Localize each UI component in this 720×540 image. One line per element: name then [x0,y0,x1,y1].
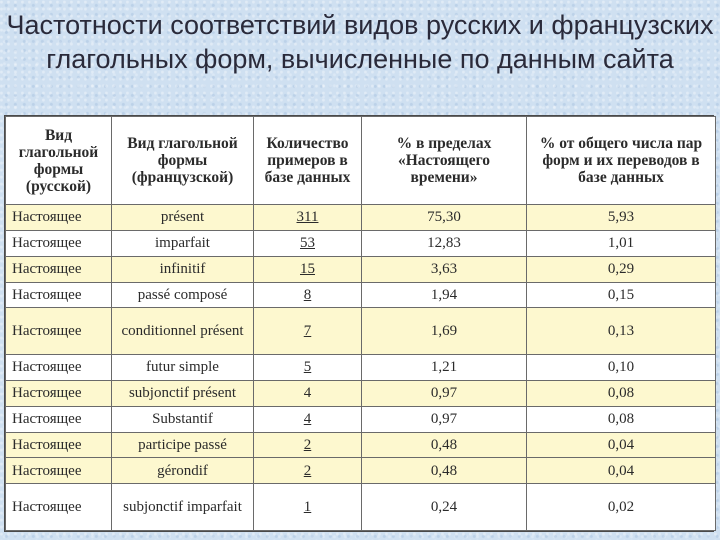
cell-count: 15 [254,256,362,282]
cell-percent-total: 0,13 [527,308,716,355]
cell-percent-present: 0,97 [362,380,527,406]
header-french-form: Вид глагольной формы (французской) [112,117,254,205]
cell-french-form: Substantif [112,406,254,432]
cell-percent-present: 1,69 [362,308,527,355]
cell-count: 2 [254,458,362,484]
cell-percent-present: 0,48 [362,458,527,484]
table-row [6,308,716,355]
cell-count: 7 [254,308,362,355]
table-row [6,380,716,406]
cell-count: 53 [254,230,362,256]
table-row [6,230,716,256]
cell-percent-present: 3,63 [362,256,527,282]
cell-russian-form: Настоящее [6,355,112,381]
cell-percent-present: 0,97 [362,406,527,432]
cell-percent-total: 0,10 [527,355,716,381]
cell-count: 4 [254,380,362,406]
cell-french-form: gérondif [112,458,254,484]
cell-russian-form: Настоящее [6,256,112,282]
table-row [6,205,716,231]
cell-percent-total: 0,04 [527,432,716,458]
cell-russian-form: Настоящее [6,230,112,256]
cell-russian-form: Настоящее [6,205,112,231]
cell-percent-present: 12,83 [362,230,527,256]
table-row [6,458,716,484]
cell-count: 4 [254,406,362,432]
table-row [6,484,716,531]
header-percent-total: % от общего числа пар форм и их переводов в базе данных [527,117,716,205]
cell-french-form: futur simple [112,355,254,381]
cell-russian-form: Настоящее [6,484,112,531]
cell-russian-form: Настоящее [6,406,112,432]
table-row [6,406,716,432]
cell-percent-total: 5,93 [527,205,716,231]
cell-russian-form: Настоящее [6,308,112,355]
cell-percent-total: 0,04 [527,458,716,484]
cell-percent-present: 1,21 [362,355,527,381]
table-header-row [6,117,716,205]
table-row [6,282,716,308]
cell-percent-total: 0,29 [527,256,716,282]
cell-percent-present: 0,48 [362,432,527,458]
header-example-count: Количество примеров в базе данных [254,117,362,205]
cell-percent-total: 0,02 [527,484,716,531]
header-percent-present: % в пределах «Настоящего времени» [362,117,527,205]
cell-count: 2 [254,432,362,458]
table-row [6,256,716,282]
cell-russian-form: Настоящее [6,282,112,308]
cell-french-form: imparfait [112,230,254,256]
cell-percent-total: 0,15 [527,282,716,308]
table-row [6,432,716,458]
cell-count: 311 [254,205,362,231]
cell-french-form: passé composé [112,282,254,308]
slide-title: Частотности соответствий видов русских и французских глагольных форм, вычисленные по данным сайта [6,10,714,74]
cell-french-form: subjonctif imparfait [112,484,254,531]
cell-french-form: infinitif [112,256,254,282]
cell-percent-present: 1,94 [362,282,527,308]
cell-russian-form: Настоящее [6,380,112,406]
cell-french-form: subjonctif présent [112,380,254,406]
cell-russian-form: Настоящее [6,458,112,484]
cell-percent-present: 0,24 [362,484,527,531]
cell-french-form: présent [112,205,254,231]
cell-count: 5 [254,355,362,381]
table-row [6,355,716,381]
cell-count: 8 [254,282,362,308]
cell-russian-form: Настоящее [6,432,112,458]
cell-french-form: participe passé [112,432,254,458]
frequency-table [4,115,714,532]
cell-count: 1 [254,484,362,531]
cell-french-form: conditionnel présent [112,308,254,355]
cell-percent-total: 1,01 [527,230,716,256]
header-russian-form: Вид глагольной формы (русской) [6,117,112,205]
cell-percent-present: 75,30 [362,205,527,231]
cell-percent-total: 0,08 [527,380,716,406]
cell-percent-total: 0,08 [527,406,716,432]
